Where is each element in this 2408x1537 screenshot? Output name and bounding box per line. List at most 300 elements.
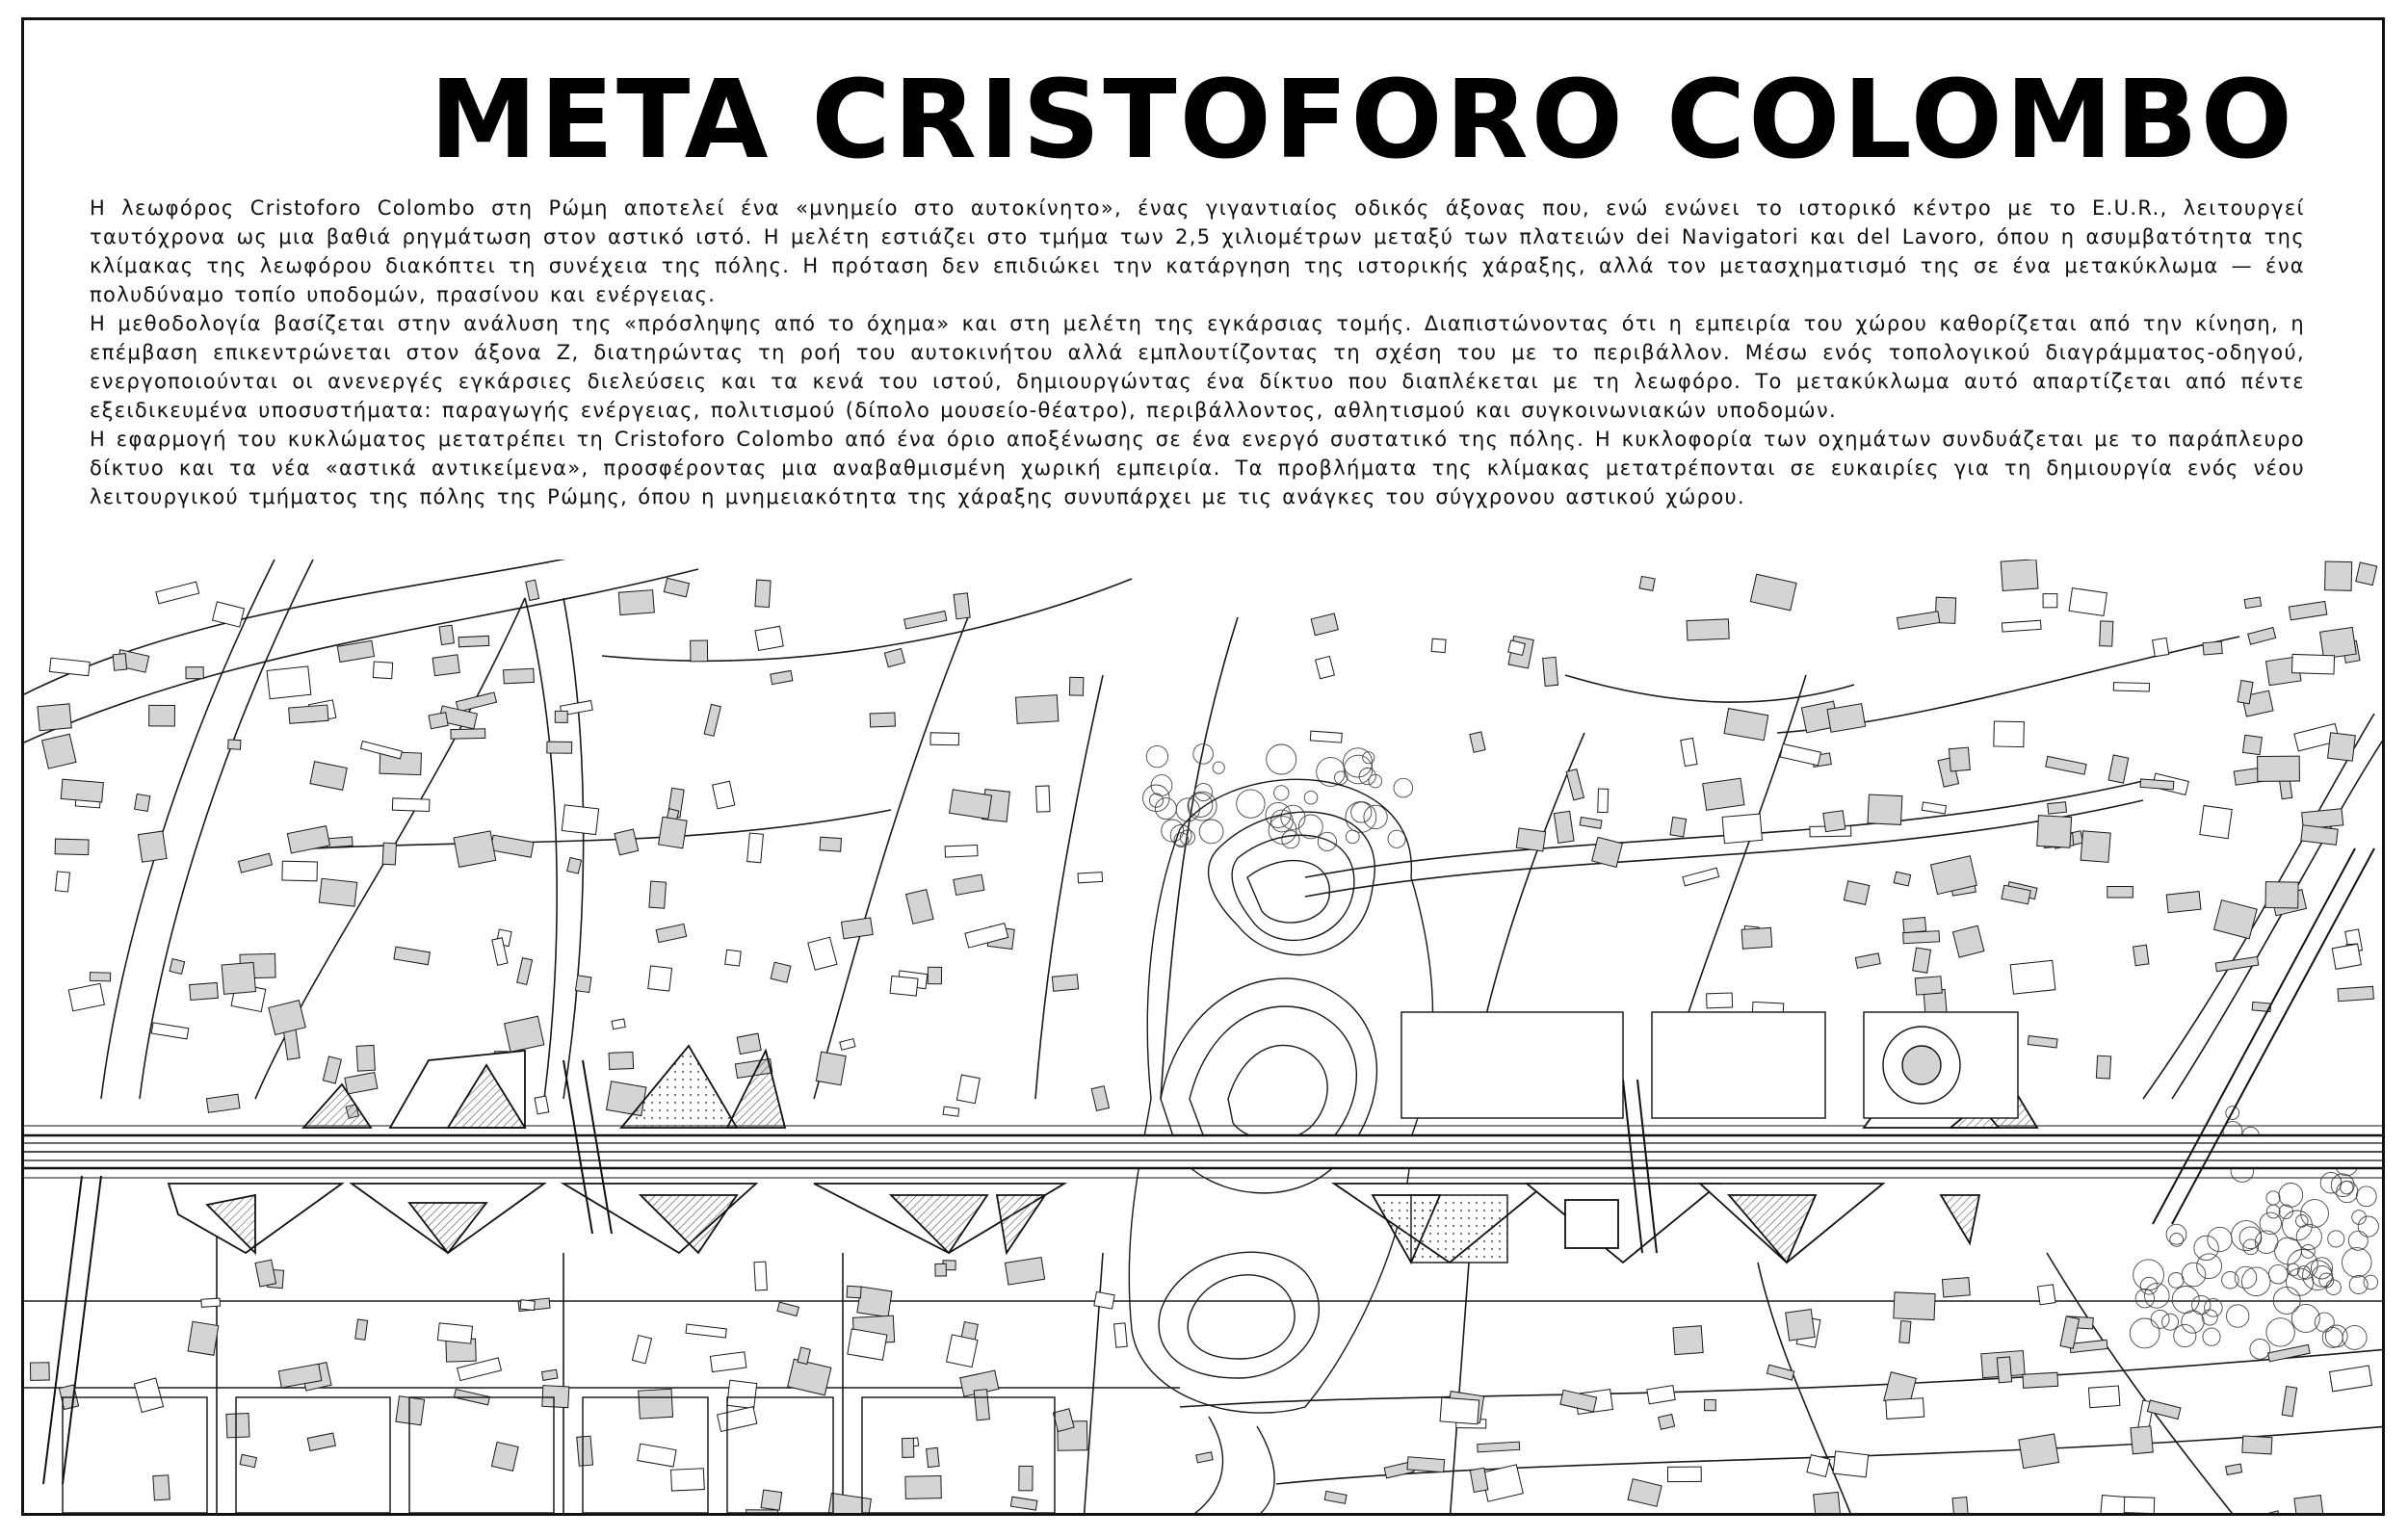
building-footprint	[945, 846, 978, 858]
building-footprint	[956, 1075, 980, 1104]
page-title: META CRISTOFORO COLOMBO	[430, 58, 2295, 183]
building-footprint	[2267, 1511, 2280, 1516]
building-footprint	[1724, 709, 1768, 741]
building-footprint	[156, 582, 199, 604]
drawing-sheet	[21, 17, 2385, 1516]
building-footprint	[905, 1476, 941, 1499]
building-footprint	[902, 1438, 913, 1457]
building-footprint	[2046, 756, 2086, 774]
building-footprint	[1470, 732, 1485, 752]
building-footprint	[1899, 1320, 1911, 1342]
tree	[1274, 786, 1289, 800]
building-footprint	[1780, 743, 1820, 765]
tree	[1351, 802, 1372, 822]
building-footprint	[884, 648, 904, 666]
building-footprint	[1311, 613, 1338, 636]
tree	[1267, 744, 1296, 774]
building-footprint	[2289, 601, 2327, 619]
building-footprint	[755, 580, 771, 607]
building-footprint	[737, 1033, 761, 1054]
building-footprint	[649, 881, 667, 908]
building-footprint	[618, 590, 654, 615]
building-footprint	[1019, 1466, 1033, 1491]
tree	[2287, 1268, 2314, 1295]
building-footprint	[632, 1336, 651, 1364]
building-footprint	[2203, 641, 2222, 655]
building-footprint	[686, 1324, 726, 1338]
building-footprint	[820, 837, 842, 851]
building-footprint	[541, 1369, 557, 1380]
building-footprint	[2088, 1386, 2120, 1408]
building-footprint	[927, 1447, 940, 1467]
building-footprint	[1922, 802, 1946, 814]
building-footprint	[755, 626, 783, 650]
building-footprint	[1915, 977, 1942, 995]
project-description	[90, 194, 2305, 511]
building-footprint	[439, 625, 455, 644]
building-footprint	[798, 1347, 810, 1364]
building-footprint	[870, 713, 895, 727]
tree	[2279, 1184, 2303, 1208]
building-footprint	[505, 1016, 544, 1052]
building-footprint	[816, 1052, 846, 1085]
tree	[2328, 1231, 2344, 1247]
building-footprint	[747, 833, 764, 863]
building-footprint	[1722, 814, 1762, 844]
building-footprint	[1324, 1491, 1347, 1503]
building-footprint	[1814, 1492, 1841, 1516]
building-footprint	[2113, 683, 2149, 691]
tree	[2266, 1318, 2294, 1346]
building-footprint	[2332, 944, 2361, 969]
building-footprint	[2133, 945, 2149, 965]
building-footprint	[90, 973, 110, 981]
cristoforo-colombo-avenue	[24, 1126, 2385, 1178]
building-footprint	[2023, 1372, 2058, 1388]
building-footprint	[1670, 817, 1687, 836]
tree	[2320, 1172, 2342, 1193]
tree	[2162, 1314, 2179, 1330]
tree	[1146, 745, 1167, 767]
building-footprint	[2096, 1055, 2110, 1079]
building-footprint	[153, 1475, 170, 1500]
tree	[1346, 802, 1376, 833]
description-paragraph-2: Η μεθοδολογία βασίζεται στην ανάλυση της «πρόσληψης από το όχημα» και στη μελέτη της εγκάρσιας τομής. Διαπιστώνοντας ότι η εμπειρία του χώρου καθορίζεται από την κίνηση, η επέμβαση επικεντρώνεται στον άξονα Z, διατηρώντας τη ροή του αυτοκινήτου αλλά εμπλουτίζοντας τη σχέση του με το περιβάλλον. Μέσω ενός τοπολογικού διαγράμματος-οδηγού, ενεργοποιούνται οι ανενεργές εγκάρσιες διελεύσεις και τα κενά του ιστού, δημιουργώντας ένα δίκτυο που διαπλέκεται με τη λεωφόρο. Το μετακύκλωμα αυτό απαρτίζεται από πέντε εξειδικευμένα υποσυστήματα: παραγωγής ενέργειας, πολιτισμού (δίπολο μουσείο-θέατρο), περιβάλλοντος, αθλητισμού και συγκοινωνιακών υποδομών.	[90, 312, 2305, 422]
building-footprint	[373, 662, 392, 679]
tree	[2343, 1248, 2372, 1278]
building-footprint	[2001, 560, 2038, 591]
building-footprint	[1091, 1086, 1109, 1111]
tree	[2301, 1200, 2329, 1228]
building-footprint	[848, 1329, 887, 1360]
tree	[2182, 1311, 2204, 1333]
description-paragraph-1: Η λεωφόρος Cristoforo Colombo στη Ρώμη αποτελεί ένα «μνημείο στο αυτοκίνητο», ένας γιγαντιαίος οδικός άξονας που, ενώ ενώνει το ιστορικό κέντρο με το E.U.R., λειτουργεί ταυτόχρονα ως μια βαθιά ρηγμάτωση στον αστικό ιστό. Η μελέτη εστιάζει στο τμήμα των 2,5 χιλιομέτρων μεταξύ των πλατειών dei Navigatori και del Lavoro, όπου η ασυμβατότητα της κλίμακας της λεωφόρου διακόπτει τη συνέχεια της πόλης. Η πρόταση δεν επιδιώκει την κατάργηση της ιστορικής χάραξης, αλλά τον μετασχηματισμό της σε ένα μετακύκλωμα — ένα πολυδύναμο τοπίο υποδομών, πρασίνου και ενέργειας.	[90, 196, 2305, 306]
building-footprint	[713, 781, 735, 809]
building-footprint	[1069, 677, 1084, 695]
tree	[2197, 1254, 2222, 1279]
tree	[2203, 1328, 2220, 1345]
tree	[2349, 1276, 2368, 1294]
building-footprint	[149, 705, 175, 726]
tree	[2174, 1324, 2196, 1346]
building-footprint	[542, 1386, 569, 1408]
building-footprint	[392, 798, 430, 812]
building-footprint	[2242, 735, 2262, 754]
building-footprint	[943, 1107, 959, 1116]
building-footprint	[2330, 1366, 2372, 1392]
building-footprint	[2325, 561, 2352, 590]
building-footprint	[612, 1019, 625, 1029]
building-footprint	[287, 826, 329, 853]
tree	[2341, 1181, 2353, 1193]
building-footprint	[656, 924, 687, 942]
building-footprint	[840, 1039, 855, 1051]
building-footprint	[954, 593, 970, 619]
building-footprint	[1659, 1415, 1675, 1430]
building-footprint	[974, 1390, 989, 1420]
building-footprint	[2248, 627, 2276, 644]
building-footprint	[267, 666, 311, 699]
building-footprint	[659, 817, 688, 847]
tree	[2168, 1273, 2184, 1289]
building-footprint	[2215, 956, 2259, 971]
building-footprint	[1592, 837, 1623, 867]
building-footprint	[458, 636, 489, 647]
building-footprint	[1052, 975, 1078, 991]
building-footprint	[310, 762, 347, 791]
building-footprint	[2081, 831, 2110, 863]
building-footprint	[808, 937, 837, 970]
building-footprint	[928, 967, 941, 984]
building-footprint	[2328, 733, 2356, 761]
tree	[1318, 832, 1336, 850]
building-footprint	[671, 1469, 705, 1491]
tree	[1364, 805, 1387, 828]
intervention-pavilions-south	[169, 1184, 1979, 1263]
building-footprint	[1886, 1398, 1924, 1420]
building-footprint	[432, 655, 459, 676]
building-footprint	[710, 1352, 746, 1372]
building-footprint	[777, 1302, 798, 1316]
building-footprint	[319, 878, 356, 906]
building-footprint	[2019, 1434, 2059, 1469]
building-footprint	[1823, 811, 1845, 832]
building-footprint	[691, 640, 708, 662]
building-footprint	[213, 602, 245, 627]
building-footprint	[2043, 594, 2057, 608]
building-footprint	[1741, 927, 1772, 949]
building-footprint	[1942, 1278, 1970, 1297]
building-footprint	[788, 1359, 831, 1394]
building-footprint	[2108, 755, 2129, 783]
tree	[2145, 1284, 2170, 1309]
building-footprint	[38, 704, 71, 731]
building-footprint	[240, 1454, 256, 1467]
tree	[2194, 1236, 2218, 1260]
building-footprint	[1949, 747, 1970, 771]
building-footprint	[1703, 778, 1744, 810]
building-footprint	[289, 705, 328, 723]
site-plan	[24, 560, 2385, 1516]
building-footprint	[2070, 1340, 2107, 1352]
building-footprint	[1855, 953, 1880, 968]
building-footprint	[151, 1023, 189, 1039]
tree	[2192, 1295, 2211, 1314]
tree	[1199, 820, 1223, 844]
tree	[1346, 830, 1359, 844]
building-footprint	[609, 1052, 634, 1069]
building-footprint	[2010, 960, 2055, 994]
tree	[2182, 1263, 2206, 1287]
building-footprint	[847, 1286, 861, 1298]
building-footprint	[1481, 1465, 1523, 1501]
tree	[2296, 1215, 2309, 1228]
building-footprint	[170, 959, 185, 975]
building-footprint	[61, 779, 103, 802]
building-footprint	[577, 1436, 593, 1466]
building-footprint	[526, 580, 539, 600]
tree	[1394, 778, 1413, 797]
building-footprint	[1580, 817, 1602, 828]
building-footprint	[1010, 1497, 1037, 1510]
building-footprint	[1997, 1357, 2011, 1383]
building-footprint	[727, 1380, 757, 1408]
tree	[2297, 1266, 2310, 1279]
tree	[1155, 798, 1176, 820]
building-footprint	[282, 861, 318, 881]
building-footprint	[2037, 816, 2072, 848]
building-footprint	[1516, 828, 1545, 851]
tree	[1237, 790, 1265, 818]
building-footprint	[1316, 656, 1335, 678]
building-footprint	[935, 1263, 946, 1276]
building-footprint	[1707, 993, 1733, 1008]
building-footprint	[55, 872, 69, 892]
building-footprint	[575, 976, 590, 993]
tree	[1213, 762, 1224, 773]
building-footprint	[2200, 806, 2232, 839]
tree	[1344, 748, 1373, 777]
building-footprint	[2292, 654, 2335, 674]
building-footprint	[1705, 1399, 1716, 1410]
building-footprint	[1913, 948, 1931, 973]
building-footprint	[1647, 1386, 1675, 1404]
building-footprint	[2338, 986, 2373, 1001]
building-footprint	[1844, 881, 1869, 905]
building-footprint	[504, 668, 535, 684]
building-footprint	[2244, 597, 2261, 609]
building-footprint	[1094, 1291, 1114, 1309]
building-footprint	[1036, 786, 1050, 812]
building-footprint	[188, 1321, 219, 1355]
building-footprint	[562, 805, 598, 835]
building-footprint	[2140, 779, 2174, 790]
building-footprint	[567, 858, 582, 874]
building-footprint	[1440, 1397, 1479, 1424]
building-footprint	[517, 958, 533, 985]
building-footprint	[771, 962, 791, 982]
tree	[2266, 1191, 2280, 1205]
building-footprint	[454, 831, 496, 867]
building-footprint	[1196, 1452, 1213, 1463]
tree	[1282, 831, 1299, 848]
building-footprint	[704, 704, 720, 736]
building-footprint	[615, 829, 639, 855]
building-footprint	[555, 711, 567, 722]
building-footprint	[761, 1490, 782, 1510]
tree	[2202, 1310, 2217, 1325]
building-footprint	[1005, 1258, 1044, 1286]
building-footprint	[1994, 721, 2025, 747]
building-footprint	[2301, 825, 2338, 846]
building-footprint	[2268, 1344, 2311, 1361]
building-footprint	[2028, 1036, 2057, 1048]
tree	[2227, 1305, 2249, 1327]
building-footprint	[55, 839, 89, 855]
building-footprint	[1078, 873, 1103, 883]
building-footprint	[1554, 811, 1574, 843]
building-footprint	[535, 1096, 549, 1114]
building-footprint	[1868, 795, 1902, 824]
tree	[2301, 1244, 2315, 1258]
building-footprint	[2048, 802, 2067, 815]
building-footprint	[638, 1444, 676, 1467]
building-footprint	[520, 1300, 535, 1311]
building-footprint	[2037, 1285, 2055, 1305]
building-footprint	[664, 578, 689, 597]
building-footprint	[138, 831, 167, 862]
building-footprint	[1683, 868, 1719, 886]
building-footprint	[396, 1396, 425, 1425]
tree	[1388, 830, 1405, 847]
building-footprint	[206, 1094, 240, 1112]
tree	[2331, 1174, 2354, 1197]
building-footprint	[2282, 1387, 2296, 1417]
building-footprint	[2320, 627, 2357, 659]
building-footprint	[1807, 1455, 1830, 1477]
building-footprint	[1894, 872, 1911, 886]
tree	[2250, 1340, 2270, 1360]
building-footprint	[327, 837, 353, 847]
building-footprint	[2153, 638, 2169, 656]
tree	[2266, 1205, 2280, 1218]
building-footprint	[2214, 900, 2258, 939]
building-footprint	[2258, 756, 2300, 781]
building-footprint	[1639, 576, 1655, 590]
building-footprint	[135, 794, 150, 811]
building-footprint	[457, 692, 497, 712]
street-network	[24, 560, 2385, 1099]
building-footprint	[226, 1414, 249, 1438]
building-footprint	[382, 843, 396, 865]
building-footprint	[2069, 588, 2107, 616]
building-footprint	[2166, 892, 2201, 913]
building-footprint	[1673, 1326, 1703, 1355]
building-footprint	[2107, 886, 2133, 898]
building-footprint	[1952, 925, 1984, 957]
building-footprint	[648, 966, 672, 991]
building-footprint	[1952, 1498, 1968, 1516]
building-footprint	[2124, 1497, 2154, 1513]
building-footprint	[222, 962, 255, 994]
building-footprint	[2002, 620, 2041, 632]
building-footprint	[1750, 574, 1796, 611]
tree	[2208, 1227, 2232, 1251]
building-footprint	[1407, 1457, 1445, 1472]
building-footprint	[1687, 619, 1729, 640]
building-footprint	[2294, 1496, 2323, 1516]
tree	[2364, 1275, 2378, 1290]
building-footprint	[394, 947, 431, 965]
building-footprint	[49, 658, 90, 675]
building-footprint	[239, 853, 273, 873]
building-footprint	[30, 1363, 49, 1381]
building-footprint	[1681, 739, 1697, 767]
site-plan-drawing	[24, 560, 2385, 1516]
tree	[2343, 1325, 2367, 1349]
building-footprint	[954, 874, 984, 895]
tree	[2130, 1318, 2159, 1348]
building-footprint	[68, 983, 104, 1011]
building-footprint	[355, 1319, 368, 1340]
building-footprint	[190, 982, 219, 1000]
tree	[2133, 1260, 2164, 1290]
building-footprint	[429, 713, 448, 729]
tree	[2172, 1287, 2199, 1314]
building-footprint	[1786, 1310, 1815, 1342]
building-footprint	[947, 1335, 978, 1368]
building-footprint	[725, 950, 742, 966]
building-footprint	[639, 1389, 673, 1419]
building-footprint	[186, 667, 203, 679]
building-footprint	[1566, 769, 1584, 800]
building-footprint	[841, 918, 873, 939]
building-footprints	[30, 560, 2376, 1516]
tree	[1317, 758, 1346, 787]
tree	[1363, 752, 1374, 764]
building-footprint	[906, 890, 934, 925]
building-footprint	[134, 1378, 163, 1412]
building-footprint	[2356, 562, 2377, 586]
building-footprint	[323, 1056, 341, 1083]
building-footprint	[2131, 1426, 2153, 1454]
tree	[1304, 791, 1318, 804]
building-footprint	[718, 1407, 757, 1432]
building-footprint	[228, 740, 241, 749]
building-footprint	[307, 1433, 335, 1450]
building-footprint	[491, 1442, 518, 1471]
tree	[2358, 1216, 2378, 1237]
building-footprint	[2226, 1464, 2242, 1474]
building-footprint	[451, 729, 485, 740]
building-footprint	[113, 654, 126, 671]
building-footprint	[2242, 1436, 2272, 1454]
tree	[2268, 1264, 2288, 1284]
building-footprint	[201, 1298, 221, 1307]
building-footprint	[930, 733, 959, 745]
building-footprint	[356, 1045, 375, 1071]
tree	[2337, 1182, 2358, 1203]
building-footprint	[771, 670, 793, 684]
building-footprint	[255, 1260, 276, 1287]
description-paragraph-3: Η εφαρμογή του κυκλώματος μετατρέπει τη Cristoforo Colombo από ένα όριο αποξένωσης σε ένα ενεργό συστατικό της πόλης. Η κυκλοφορία των οχημάτων συνδυάζεται με το παράπλευρο δίκτυο και τα νέα «αστικά αντικείμενα», προσφέροντας μια αναβαθμισμένη χωρική εμπειρία. Τα προβλήματα της κλίμακας μετατρέπονται σε ευκαιρίες για τη δημιουργία ενός νέου λειτουργικού τμήματος της πόλης της Ρώμης, όπου η μνημειακότητα της χάραξης συνυπάρχει με τις ανάγκες του σύγχρονου αστικού χώρου.	[90, 428, 2305, 508]
building-footprint	[2100, 621, 2113, 646]
building-footprint	[1114, 1323, 1128, 1347]
building-footprint	[269, 1001, 305, 1035]
building-footprint	[904, 611, 947, 628]
building-footprint	[1833, 1451, 1869, 1477]
building-footprint	[437, 1323, 472, 1343]
